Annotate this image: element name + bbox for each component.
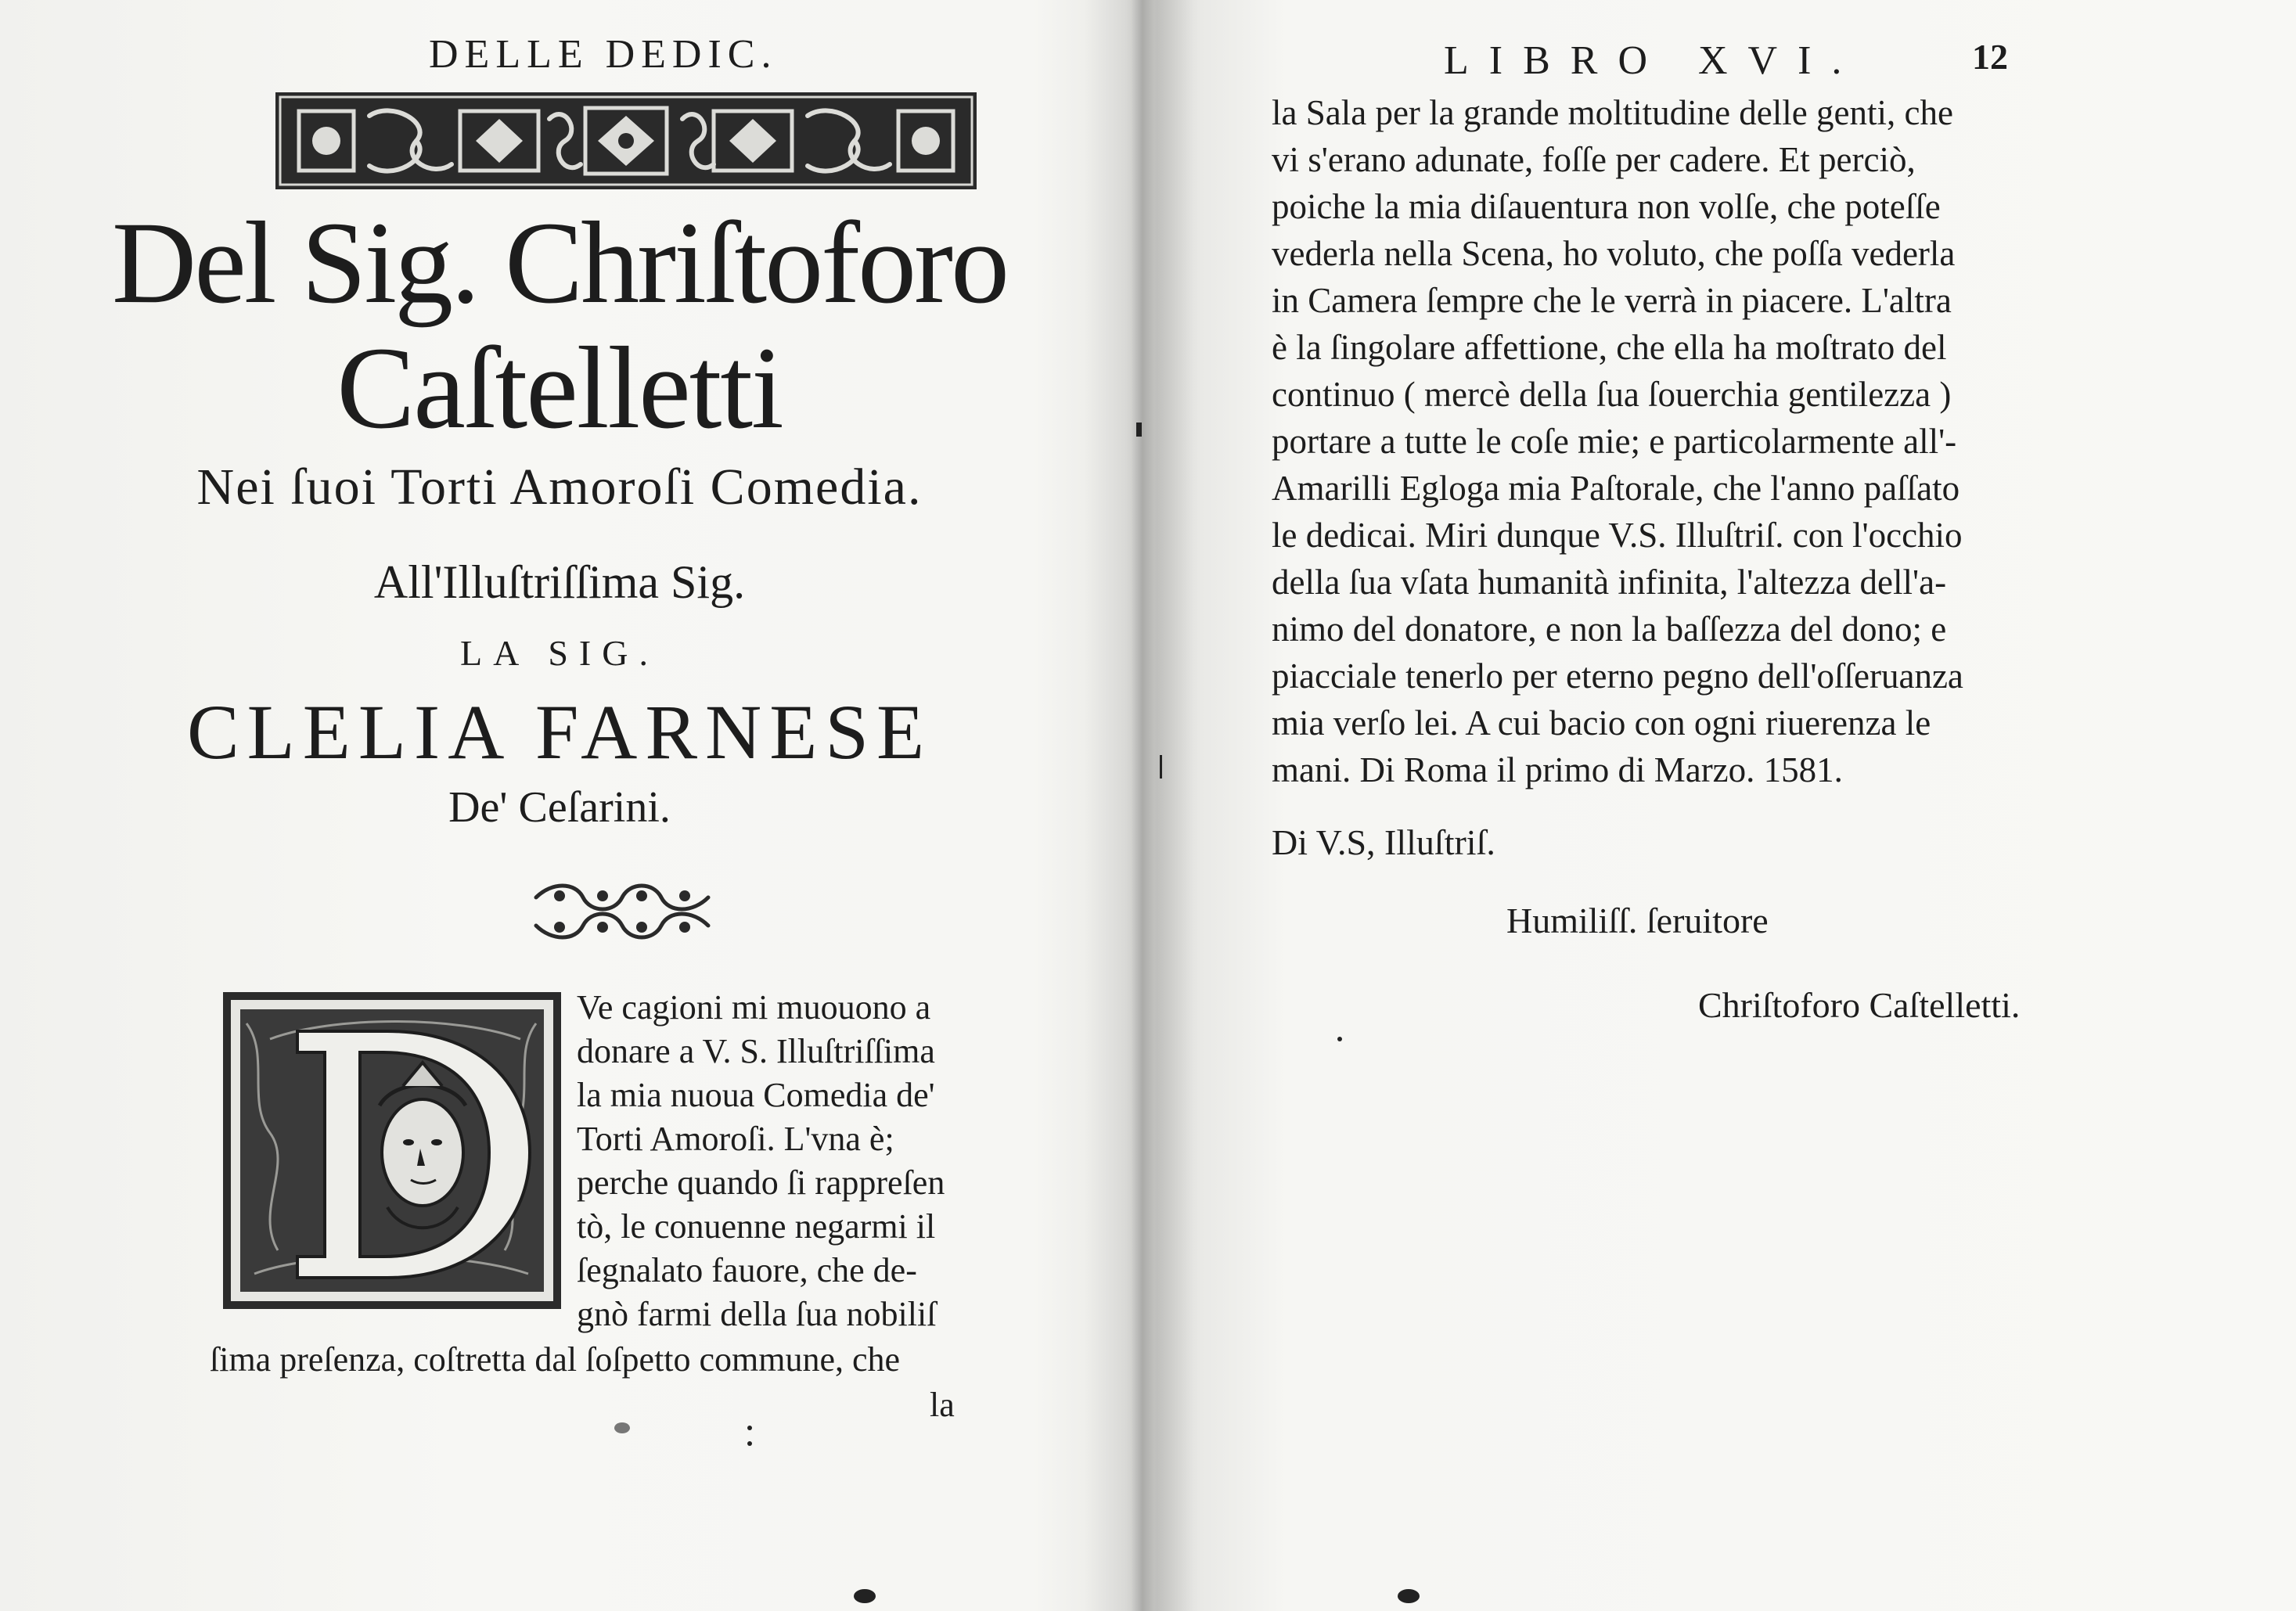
left-body-line: Torti Amoroſi. L'vna è; <box>577 1120 894 1158</box>
right-body-line: mani. Di Roma il primo di Marzo. 1581. <box>1272 750 1843 789</box>
right-body-line: le dedicai. Miri dunque V.S. Illuſtriſ. con l'occhio <box>1272 516 1963 555</box>
right-page <box>1158 0 2296 1611</box>
right-body-line: la Sala per la grande moltitudine delle genti, che <box>1272 93 1953 132</box>
title-line-6: CLELIA FARNESE <box>186 689 933 775</box>
right-running-head: LIBRO XVI. <box>1444 38 1862 83</box>
title-line-5: LA SIG. <box>460 633 659 673</box>
right-body-line: continuo ( mercè della ſua ſouerchia gentilezza ) <box>1272 375 1952 414</box>
title-line-7: De' Ceſarini. <box>448 783 671 832</box>
salutation: Di V.S, Illuſtriſ. <box>1272 822 1495 862</box>
title-line-1: Del Sig. Chriſtoforo <box>111 198 1008 328</box>
left-body-line: tò, le conuenne negarmi il <box>577 1207 936 1246</box>
title-line-2: Caſtelletti <box>336 323 783 453</box>
decorated-initial <box>223 992 561 1309</box>
ornamental-headpiece <box>275 92 977 189</box>
right-body-line: portare a tutte le coſe mie; e particolarmente all'- <box>1272 422 1957 461</box>
right-body-line: vi s'erano adunate, foſſe per cadere. Et perciò, <box>1272 140 1916 179</box>
signature: Chriſtoforo Caſtelletti. <box>1698 985 2021 1025</box>
right-body-line: della ſua vſata humanità infinita, l'altezza dell'a- <box>1272 563 1947 602</box>
left-body-line: Ve cagioni mi muouono a <box>577 988 931 1027</box>
right-body-line: vederla nella Scena, ho voluto, che poſſa vederla <box>1272 234 1956 273</box>
left-page <box>0 0 1119 1611</box>
title-line-3: Nei ſuoi Torti Amoroſi Comedia. <box>196 458 923 516</box>
fleuron-ornament <box>528 880 716 943</box>
title-line-4: All'Illuſtriſſima Sig. <box>373 556 746 608</box>
right-body-line: nimo del donatore, e non la baſſezza del dono; e <box>1272 610 1947 649</box>
page-number: 12 <box>1972 37 2008 77</box>
humble-servant: Humiliſſ. ſeruitore <box>1506 901 1769 940</box>
right-body-line: poiche la mia diſauentura non volſe, che poteſſe <box>1272 187 1941 226</box>
left-body-line: donare a V. S. Illuſtriſſima <box>577 1032 935 1070</box>
right-body-line: in Camera ſempre che le verrà in piacere. L'altra <box>1272 281 1952 320</box>
right-body-line: piacciale tenerlo per eterno pegno dell'oſſeruanza <box>1272 656 1963 696</box>
left-running-head: DELLE DEDIC. <box>429 32 778 77</box>
left-body-line: la mia nuoua Comedia de' <box>577 1076 935 1114</box>
left-body-line: ſima preſenza, coſtretta dal ſoſpetto commune, che <box>210 1340 901 1379</box>
left-body-line: perche quando ſi rappreſen <box>577 1163 945 1202</box>
left-body-line: ſegnalato fauore, che de- <box>577 1251 917 1289</box>
right-body-line: Amarilli Egloga mia Paſtorale, che l'anno paſſato <box>1272 469 1960 508</box>
catchword: la <box>930 1386 955 1424</box>
left-body-line: gnò farmi della ſua nobiliſ <box>577 1295 937 1333</box>
right-body-line: mia verſo lei. A cui bacio con ogni riuerenza le <box>1272 703 1931 743</box>
right-body-line: è la ſingolare affettione, che ella ha moſtrato del <box>1272 328 1947 367</box>
